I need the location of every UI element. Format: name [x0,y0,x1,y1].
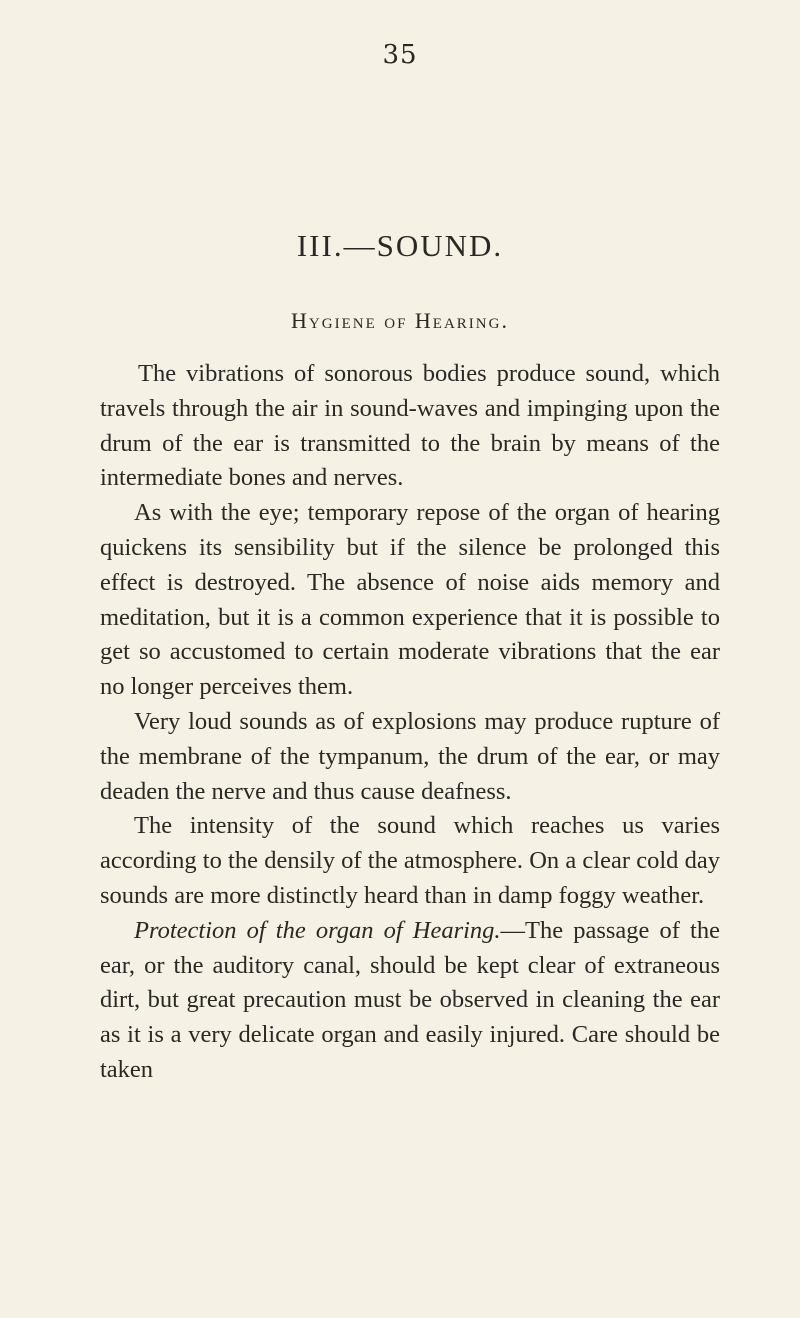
paragraph-vibrations: The vibrations of sonorous bodies produce sound, which travels through the air in sound-waves and impinging upon the drum of the ear is transmitted to the brain by means of the intermediate bones and nerves. [100,360,720,492]
protection-italic-lead: Protection of the organ of Hearing. [134,916,501,944]
page-number: 35 [382,40,418,70]
section-heading: Hygiene of Hearing. [291,308,509,333]
body-text [100,357,720,1088]
paragraph-intensity: The intensity of the sound which reaches us varies according to the densily of the atmosphere. On a clear cold day sounds are more distinctly heard than in damp foggy weather. [100,812,720,909]
protection-text: —The passage of the ear, or the auditory canal, should be kept clear of extraneous dirt, but great precaution must be observed in cleaning the ear as it is a very delicate organ and easily injured. Care should be taken [100,916,720,1083]
paragraph-protection [100,914,720,1088]
paragraph-loud-sounds: Very loud sounds as of explosions may produce rupture of the membrane of the tympanum, the drum of the ear, or may deaden the nerve and thus cause deafness. [100,707,720,805]
chapter-title: III.—SOUND. [296,228,504,263]
paragraph-repose: As with the eye; temporary repose of the organ of hearing quickens its sensibility but if the silence be prolonged this effect is destroyed. The absence of noise aids memory and meditation, but it is a common experience that it is possible to get so accustomed to certain moderate vibrations that the ear no longer perceives them. [100,499,720,701]
